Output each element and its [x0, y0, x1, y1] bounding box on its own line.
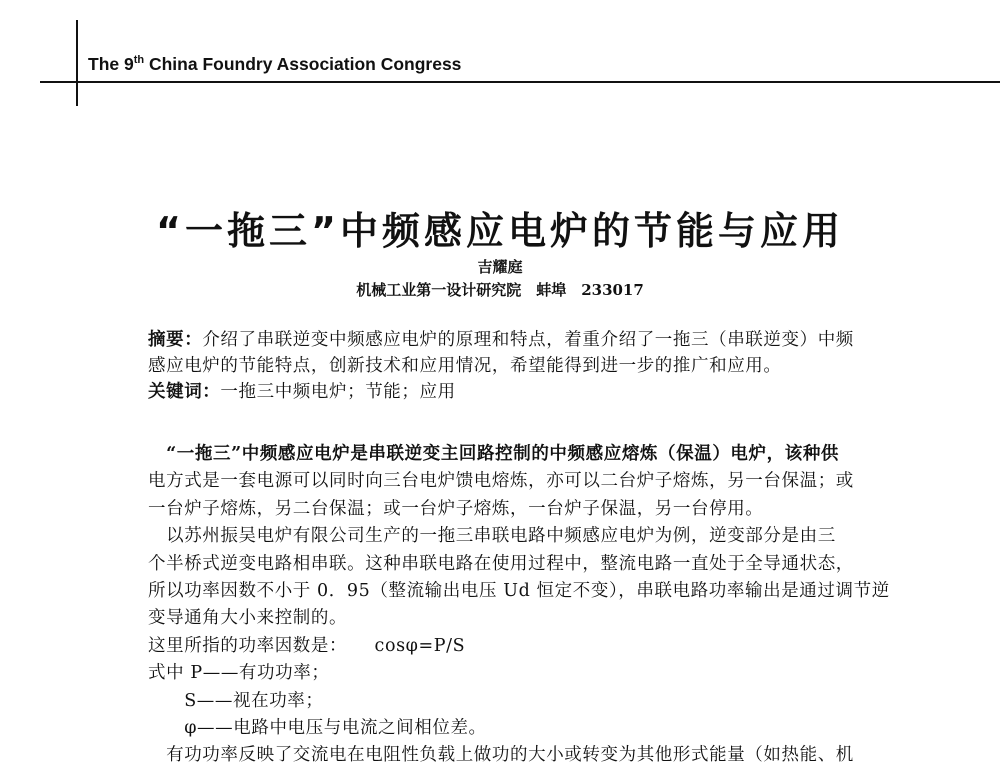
body-line: 变导通角大小来控制的。: [148, 608, 348, 629]
body-line: 有功功率反映了交流电在电阻性负载上做功的大小或转变为其他形式能量（如热能、机: [148, 745, 854, 766]
body-line: 这里所指的功率因数是： cosφ=P/S: [148, 635, 466, 656]
abstract-label: 摘要：: [148, 330, 203, 350]
body-line: φ——电路中电压与电流之间相位差。: [148, 718, 487, 738]
abstract-text: 介绍了串联逆变中频感应电炉的原理和特点，着重介绍了一拖三（串联逆变）中频: [202, 330, 854, 350]
keywords-text: 一拖三中频电炉；节能；应用: [220, 382, 456, 402]
header-horizontal-rule: [40, 81, 1000, 83]
paper-title: “一拖三”中频感应电炉的节能与应用: [156, 209, 844, 253]
header-text-rest: China Foundry Association Congress: [144, 54, 462, 74]
body-line: S——视在功率；: [148, 690, 324, 711]
affiliation: 机械工业第一设计研究院 蚌埠 233017: [356, 281, 644, 299]
body-line: 电方式是一套电源可以同时向三台电炉馈电熔炼，亦可以二台炉子熔炼，另一台保温；或: [148, 471, 854, 492]
abstract-line: [148, 326, 854, 351]
author: 吉耀庭: [477, 258, 523, 276]
keywords-line: [148, 378, 456, 403]
keywords-label: 关键词：: [148, 382, 221, 402]
body-line: “一拖三”中频感应电炉是串联逆变主回路控制的中频感应熔炼（保温）电炉，该种供: [148, 444, 840, 464]
body-line: 所以功率因数不小于 0．95（整流输出电压 Ud 恒定不变），串联电路功率输出是通过调节逆: [148, 581, 890, 601]
header-superscript: th: [133, 54, 145, 67]
body-line: 式中 P——有功功率；: [148, 663, 330, 684]
body-line: 一台炉子熔炼，另二台保温；或一台炉子熔炼，一台炉子保温，另一台停用。: [148, 498, 764, 519]
header-text: The 9: [88, 54, 134, 74]
abstract-line: 感应电炉的节能特点，创新技术和应用情况，希望能得到进一步的推广和应用。: [148, 356, 782, 376]
header-vertical-rule: [76, 20, 78, 106]
running-header: [88, 54, 461, 75]
body-line: 以苏州振吴电炉有限公司生产的一拖三串联电路中频感应电炉为例，逆变部分是由三: [148, 526, 836, 547]
body-line: 个半桥式逆变电路相串联。这种串联电路在使用过程中，整流电路一直处于全导通状态，: [148, 553, 854, 574]
